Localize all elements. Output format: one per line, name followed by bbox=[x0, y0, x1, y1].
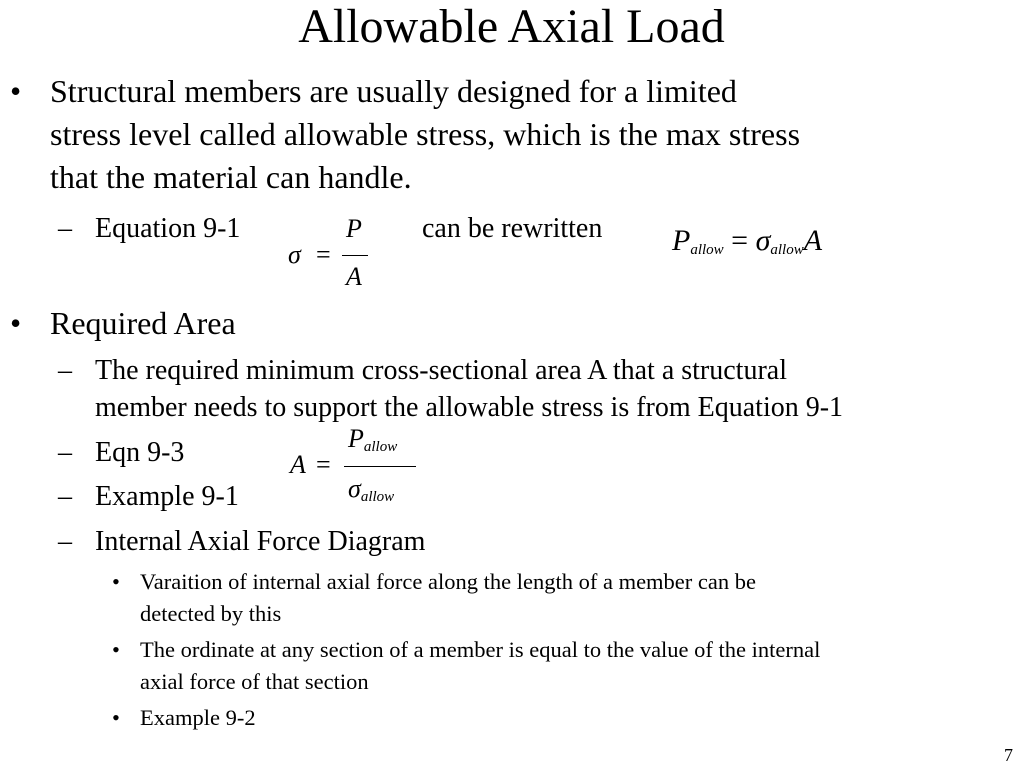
eq3-fraction-bar bbox=[344, 466, 416, 467]
text-line: The ordinate at any section of a member is equal to the value of the internal bbox=[140, 637, 821, 662]
eq1-lhs: σ bbox=[288, 240, 301, 269]
rewritten-label: can be rewritten bbox=[422, 213, 603, 244]
required-area-text bbox=[95, 352, 843, 426]
equation-p-allow bbox=[672, 224, 822, 258]
internal-axial-force-label: Internal Axial Force Diagram bbox=[95, 526, 426, 557]
eq2-sigma-subscript: allow bbox=[770, 242, 804, 258]
text-line: axial force of that section bbox=[140, 669, 369, 694]
bullet-marker: • bbox=[112, 637, 120, 662]
eq3-den-sigma: σ bbox=[348, 474, 361, 503]
bullet-marker: • bbox=[112, 705, 120, 730]
text-line: Varaition of internal axial force along the length of a member can be bbox=[140, 569, 756, 594]
text-line: The required minimum cross-sectional area A that a structural bbox=[95, 355, 787, 386]
eq2-sigma: σ bbox=[755, 224, 771, 257]
text-line: stress level called allowable stress, which is the max stress bbox=[50, 116, 801, 152]
sub-item-variation bbox=[140, 566, 756, 630]
dash-marker: – bbox=[58, 213, 72, 244]
bullet-marker: • bbox=[10, 305, 22, 341]
eq2-p-subscript: allow bbox=[690, 242, 724, 258]
text-line: detected by this bbox=[140, 601, 282, 626]
text-line: Structural members are usually designed for a limited bbox=[50, 73, 737, 109]
eq3-numerator bbox=[348, 424, 397, 454]
text-line: Example 9-2 bbox=[140, 705, 256, 730]
example-9-1-label: Example 9-1 bbox=[95, 481, 239, 512]
eq1-equals: = bbox=[316, 240, 331, 269]
eq3-denominator bbox=[348, 474, 394, 504]
dash-marker: – bbox=[58, 437, 72, 468]
sub-item-ordinate bbox=[140, 634, 820, 698]
eq1-denominator: A bbox=[346, 262, 362, 291]
eq3-equals: = bbox=[316, 450, 331, 479]
bullet-1-text bbox=[50, 70, 800, 199]
eq1-fraction-bar bbox=[342, 255, 368, 256]
dash-marker: – bbox=[58, 481, 72, 512]
bullet-marker: • bbox=[112, 569, 120, 594]
text-line: member needs to support the allowable stress is from Equation 9-1 bbox=[95, 392, 844, 423]
eq3-num-subscript: allow bbox=[363, 439, 398, 455]
bullet-marker: • bbox=[10, 73, 22, 109]
eq2-p: P bbox=[672, 224, 691, 257]
eq2-equals: = bbox=[731, 224, 749, 257]
text-line: that the material can handle. bbox=[50, 159, 412, 195]
dash-marker: – bbox=[58, 355, 72, 386]
eqn-9-3-label: Eqn 9-3 bbox=[95, 437, 185, 468]
eq3-den-subscript: allow bbox=[360, 489, 395, 505]
equation-9-1-label: Equation 9-1 bbox=[95, 213, 241, 244]
page-number: 7 bbox=[1004, 745, 1013, 765]
eq2-a: A bbox=[803, 224, 823, 257]
eq3-num-p: P bbox=[348, 424, 364, 453]
eq1-numerator: P bbox=[346, 214, 362, 243]
bullet-2-text: Required Area bbox=[50, 305, 236, 341]
slide-title: Allowable Axial Load bbox=[298, 0, 725, 53]
dash-marker: – bbox=[58, 526, 72, 557]
eq3-lhs: A bbox=[290, 450, 306, 479]
sub-item-example-9-2 bbox=[140, 702, 256, 734]
